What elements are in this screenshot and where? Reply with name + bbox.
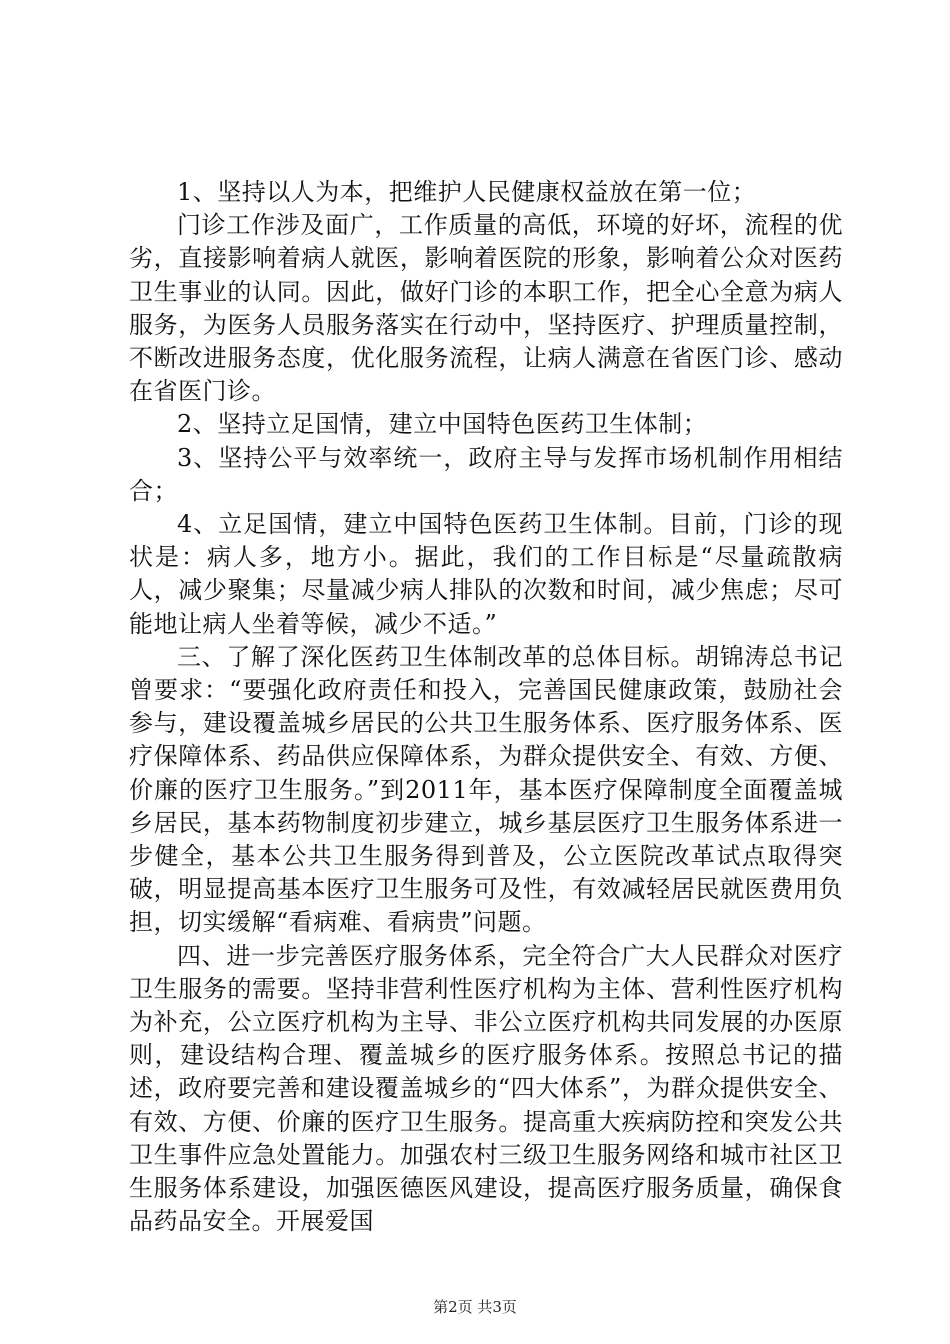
paragraph-1: 1、坚持以人为本，把维护人民健康权益放在第一位； [177,178,757,206]
paragraph-6: 三、了解了深化医药卫生体制改革的总体目标。胡锦涛总书记曾要求：“要强化政府责任和投入，完善国民健康政策，鼓励社会参与，建设覆盖城乡居民的公共卫生服务体系、医疗服务体系、医疗保障体系、药品供应保障体系，为群众提供安全、有效、方便、价廉的医疗卫生服务。”到2011年，基本医疗保障制度全面覆盖城乡居民，基本药物制度初步建立，城乡基层医疗卫生服务体系进一步健全，基本公共卫生服务得到普及，公立医院改革试点取得突破，明显提高基本医疗卫生服务可及性，有效减轻居民就医费用负担，切实缓解“看病难、看病贵”问题。 [129,642,843,937]
paragraph-7: 四、进一步完善医疗服务体系，完全符合广大人民群众对医疗卫生服务的需要。坚持非营利性医疗机构为主体、营利性医疗机构为补充，公立医疗机构为主导、非公立医疗机构共同发展的办医原则，建设结构合理、覆盖城乡的医疗服务体系。按照总书记的描述，政府要完善和建设覆盖城乡的“四大体系”，为群众提供安全、有效、方便、价廉的医疗卫生服务。提高重大疾病防控和突发公共卫生事件应急处置能力。加强农村三级卫生服务网络和城市社区卫生服务体系建设，加强医德医风建设，提高医疗服务质量，确保食品药品安全。开展爱国 [129,941,843,1236]
paragraph-3: 2、坚持立足国情，建立中国特色医药卫生体制； [177,410,708,439]
paragraph-2: 门诊工作涉及面广，工作质量的高低，环境的好坏，流程的优劣，直接影响着病人就医，影响着医院的形象，影响着公众对医药卫生事业的认同。因此，做好门诊的本职工作，把全心全意为病人服务，为医务人员服务落实在行动中，坚持医疗、护理质量控制，不断改进服务态度，优化服务流程，让病人满意在省医门诊、感动在省医门诊。 [129,211,843,406]
paragraph-4: 3、坚持公平与效率统一，政府主导与发挥市场机制作用相结合； [129,443,843,505]
page-footer: 第2页 共3页 [433,1298,517,1316]
document-body [129,176,843,1239]
paragraph-5: 4、立足国情，建立中国特色医药卫生体制。目前，门诊的现状是：病人多，地方小。据此，我们的工作目标是“尽量疏散病人，减少聚集；尽量减少病人排队的次数和时间，减少焦虑；尽可能地让病人坐着等候，减少不适。” [129,510,843,638]
